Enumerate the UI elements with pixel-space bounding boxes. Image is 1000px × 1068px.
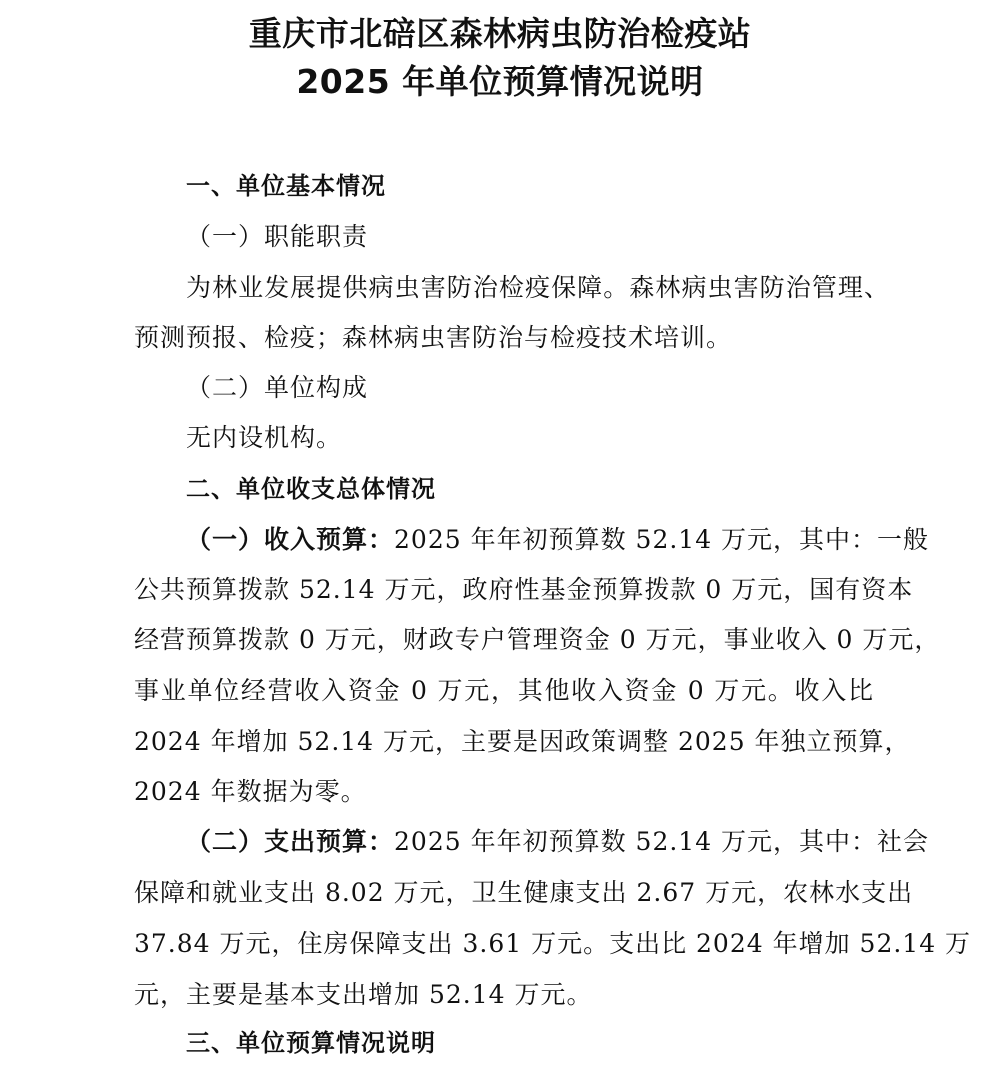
expenditure-paragraph-line-2: 保障和就业支出 8.02 万元，卫生健康支出 2.67 万元，农林水支出 [134, 878, 914, 907]
expenditure-paragraph-line-1 [186, 826, 930, 858]
duties-paragraph-line-1: 为林业发展提供病虫害防治检疫保障。森林病虫害防治管理、 [186, 273, 890, 302]
section-3-heading: 三、单位预算情况说明 [186, 1029, 436, 1057]
section-1-heading: 一、单位基本情况 [186, 172, 386, 200]
duties-paragraph-line-2: 预测预报、检疫；森林病虫害防治与检疫技术培训。 [134, 323, 733, 352]
document-title-line-2: 2025 年单位预算情况说明 [296, 62, 704, 101]
income-lead: （一）收入预算： [186, 525, 395, 554]
income-paragraph-line-2: 公共预算拨款 52.14 万元，政府性基金预算拨款 0 万元，国有资本 [134, 575, 914, 604]
income-paragraph-line-6: 2024 年数据为零。 [134, 777, 367, 806]
expenditure-line-1-text: 2025 年年初预算数 52.14 万元，其中：社会 [394, 827, 930, 856]
expenditure-paragraph-line-3: 37.84 万元，住房保障支出 3.61 万元。支出比 2024 年增加 52.14 万 [134, 929, 972, 958]
structure-paragraph-line-1: 无内设机构。 [186, 423, 343, 452]
income-line-1-text: 2025 年年初预算数 52.14 万元，其中：一般 [394, 525, 930, 554]
income-paragraph-line-5: 2024 年增加 52.14 万元，主要是因政策调整 2025 年独立预算， [134, 727, 911, 756]
document-title-line-1: 重庆市北碚区森林病虫防治检疫站 [248, 14, 752, 53]
income-paragraph-line-4: 事业单位经营收入资金 0 万元，其他收入资金 0 万元。收入比 [134, 676, 874, 705]
income-paragraph-line-3: 经营预算拨款 0 万元，财政专户管理资金 0 万元，事业收入 0 万元， [134, 625, 941, 654]
section-1-sub-1-heading: （一）职能职责 [186, 222, 369, 251]
section-2-heading: 二、单位收支总体情况 [186, 475, 436, 503]
section-1-sub-2-heading: （二）单位构成 [186, 373, 369, 402]
income-paragraph-line-1 [186, 524, 930, 556]
expenditure-paragraph-line-4: 元，主要是基本支出增加 52.14 万元。 [134, 980, 593, 1009]
expenditure-lead: （二）支出预算： [186, 827, 395, 856]
